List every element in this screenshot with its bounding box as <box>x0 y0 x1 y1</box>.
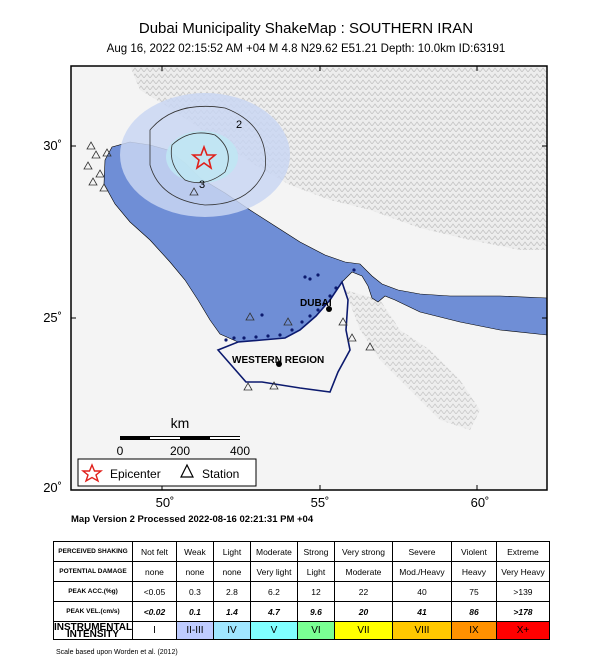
scale-cell: 0.1 <box>176 602 213 622</box>
lat-label-25: 25˚ <box>43 310 62 325</box>
scale-cell: Not felt <box>132 542 176 562</box>
scale-cell: <0.02 <box>132 602 176 622</box>
lon-label-50: 50˚ <box>155 495 175 510</box>
intensity-cell-0: I <box>132 622 176 640</box>
intensity-cell-8: X+ <box>496 622 549 640</box>
scale-cell: 40 <box>392 582 451 602</box>
scale-cell: none <box>213 562 250 582</box>
scale-cell: 75 <box>451 582 496 602</box>
scale-cell: Violent <box>451 542 496 562</box>
western-region-label: WESTERN REGION <box>232 355 325 366</box>
scale-tick-200: 200 <box>169 444 191 458</box>
scale-cell: <0.05 <box>132 582 176 602</box>
scale-cell: Very light <box>250 562 297 582</box>
scale-cell: Very Heavy <box>496 562 549 582</box>
scale-cell: 1.4 <box>213 602 250 622</box>
scale-cell: Light <box>213 542 250 562</box>
scale-cell: INSTRUMENTAL INTENSITY <box>54 621 133 640</box>
scale-cell: 0.3 <box>176 582 213 602</box>
scale-cell: >178 <box>496 602 549 622</box>
scale-cell: PERCEIVED SHAKING <box>54 542 133 562</box>
map-title: Dubai Municipality ShakeMap : SOUTHERN IRAN <box>138 20 474 37</box>
scale-tick-0: 0 <box>116 444 124 458</box>
scale-cell: 20 <box>334 602 392 622</box>
shaking-zone-inner <box>166 131 238 183</box>
scale-cell: PEAK VEL.(cm/s) <box>54 602 133 622</box>
scale-cell: Light <box>297 562 334 582</box>
scale-cell: 6.2 <box>250 582 297 602</box>
lat-label-30: 30˚ <box>43 138 62 153</box>
scale-tick-400: 400 <box>229 444 251 458</box>
row-damage <box>54 562 550 582</box>
intensity-cell-7: IX <box>451 622 496 640</box>
scale-cell: 41 <box>392 602 451 622</box>
scale-cell: 4.7 <box>250 602 297 622</box>
intensity-cell-5: VII <box>334 622 392 640</box>
scale-cell: >139 <box>496 582 549 602</box>
contour-label-3: 3 <box>199 179 206 191</box>
scale-cell: Weak <box>176 542 213 562</box>
credit-note: Scale based upon Worden et al. (2012) <box>56 649 178 656</box>
event-details: Aug 16, 2022 02:15:52 AM +04 M 4.8 N29.62 E51.21 Depth: 10.0km ID:63191 <box>106 43 506 55</box>
row-intensity <box>54 622 550 640</box>
scale-cell: Strong <box>297 542 334 562</box>
scale-cell: Moderate <box>250 542 297 562</box>
intensity-cell-1: II-III <box>176 622 213 640</box>
scale-cell: POTENTIAL DAMAGE <box>54 562 133 582</box>
scale-cell: Severe <box>392 542 451 562</box>
scale-cell: Very strong <box>334 542 392 562</box>
station-legend-label: Station <box>202 467 240 481</box>
row-shaking <box>54 542 550 562</box>
intensity-cell-3: V <box>250 622 297 640</box>
process-info: Map Version 2 Processed 2022-08-16 02:21:31 PM +04 <box>71 514 314 525</box>
intensity-cell-2: IV <box>213 622 250 640</box>
lon-label-60: 60˚ <box>470 495 490 510</box>
row-vel <box>54 602 550 622</box>
scale-cell: 2.8 <box>213 582 250 602</box>
scale-cell: Extreme <box>496 542 549 562</box>
scale-unit: km <box>170 415 190 431</box>
lon-label-55: 55˚ <box>310 495 330 510</box>
scale-cell: Heavy <box>451 562 496 582</box>
scale-cell: 12 <box>297 582 334 602</box>
lat-label-20: 20˚ <box>43 480 62 495</box>
scale-cell: Mod./Heavy <box>392 562 451 582</box>
contour-label-2: 2 <box>236 119 243 131</box>
scale-cell: none <box>132 562 176 582</box>
epicenter-legend-label: Epicenter <box>110 467 161 481</box>
dubai-label: DUBAI <box>300 298 332 309</box>
intensity-scale-table <box>53 541 550 640</box>
row-acc <box>54 582 550 602</box>
scale-cell: 9.6 <box>297 602 334 622</box>
scale-cell: Moderate <box>334 562 392 582</box>
intensity-cell-6: VIII <box>392 622 451 640</box>
scale-cell: 22 <box>334 582 392 602</box>
scale-cell: PEAK ACC.(%g) <box>54 582 133 602</box>
scale-cell: none <box>176 562 213 582</box>
scale-cell: 86 <box>451 602 496 622</box>
intensity-cell-4: VI <box>297 622 334 640</box>
